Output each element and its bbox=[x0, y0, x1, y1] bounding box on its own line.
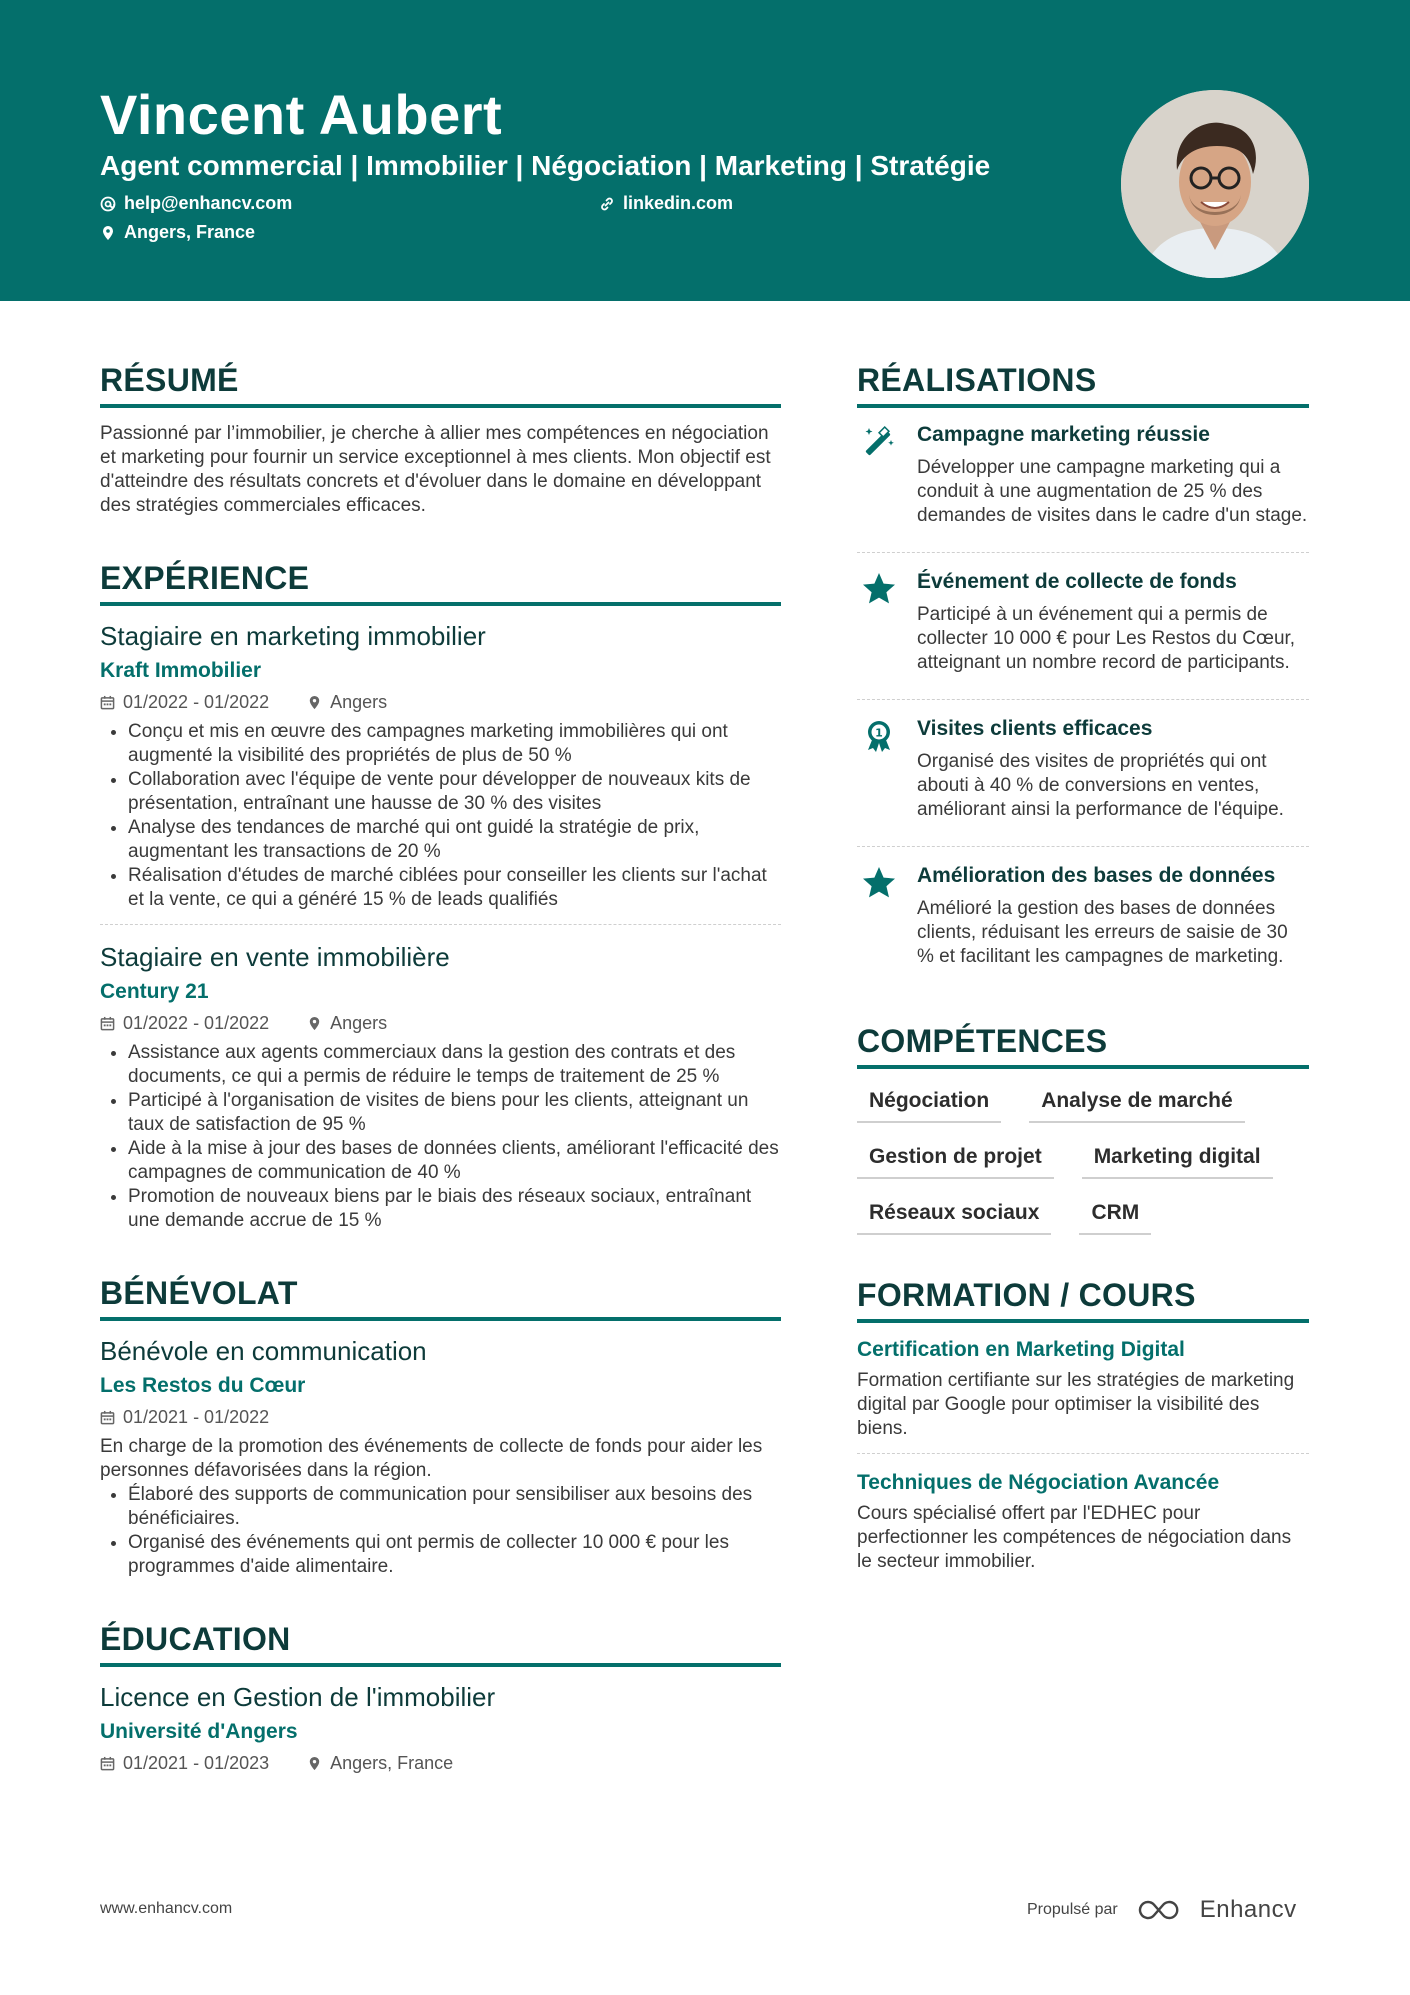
location-pin-icon bbox=[307, 1756, 322, 1771]
achievement-item bbox=[857, 569, 1309, 687]
volunteer-description: En charge de la promotion des événements de collecte de fonds pour aider les personnes défavorisées dans la région. bbox=[100, 1436, 763, 1481]
contact-email[interactable] bbox=[100, 193, 292, 214]
enhancv-logo-icon bbox=[1136, 1898, 1182, 1922]
avatar bbox=[1121, 90, 1309, 278]
star-icon bbox=[861, 865, 897, 901]
volunteer-org: Les Restos du Cœur bbox=[100, 1374, 306, 1397]
divider bbox=[100, 924, 781, 925]
skill-tag: Marketing digital bbox=[1082, 1139, 1273, 1179]
divider bbox=[857, 552, 1309, 553]
location-pin-icon bbox=[100, 225, 116, 241]
profile-photo bbox=[1121, 90, 1309, 278]
company-name: Kraft Immobilier bbox=[100, 659, 262, 682]
job-title: Stagiaire en vente immobilière bbox=[100, 942, 450, 972]
award-ribbon-icon bbox=[861, 718, 897, 754]
achievement-title: Campagne marketing réussie bbox=[917, 423, 1210, 446]
achievement-item bbox=[857, 716, 1309, 834]
bullet-item: • Organisé des événements qui ont permis de collecter 10 000 € pour les programmes d'aide alimentaire. bbox=[128, 1531, 781, 1579]
candidate-title: Agent commercial | Immobilier | Négociation | Marketing | Stratégie bbox=[100, 150, 991, 181]
powered-by-label: Propulsé par bbox=[1027, 1901, 1118, 1918]
experience-heading: EXPÉRIENCE bbox=[100, 558, 781, 606]
location-text: Angers, France bbox=[124, 222, 256, 242]
achievement-text: Amélioré la gestion des bases de données clients, réduisant les erreurs de saisie de 30 % et facilitant les campagnes de marketing. bbox=[917, 898, 1288, 967]
footer-branding[interactable] bbox=[1027, 1896, 1297, 1924]
course-title: Certification en Marketing Digital bbox=[857, 1338, 1185, 1361]
volunteer-section bbox=[100, 1273, 781, 1579]
bullet-item: • Promotion de nouveaux biens par le biais des réseaux sociaux, entraînant une demande accrue de 15 % bbox=[128, 1185, 781, 1233]
volunteer-role: Bénévole en communication bbox=[100, 1336, 427, 1366]
job-bullets bbox=[100, 1041, 781, 1233]
achievement-text: Organisé des visites de propriétés qui ont abouti à 40 % de conversions en ventes, améliorant ainsi la performance de l'équipe. bbox=[917, 751, 1284, 820]
contact-linkedin[interactable] bbox=[599, 193, 733, 214]
courses-section bbox=[857, 1275, 1309, 1574]
calendar-icon bbox=[100, 1016, 115, 1031]
job-meta bbox=[100, 690, 781, 714]
divider bbox=[857, 699, 1309, 700]
skill-tag: CRM bbox=[1079, 1195, 1151, 1235]
education-dates: 01/2021 - 01/2023 bbox=[123, 1753, 270, 1773]
contact-location bbox=[100, 222, 255, 243]
candidate-name: Vincent Aubert bbox=[100, 83, 503, 146]
education-meta bbox=[100, 1751, 781, 1775]
calendar-icon bbox=[100, 695, 115, 710]
link-icon bbox=[599, 196, 615, 212]
achievement-title: Amélioration des bases de données bbox=[917, 864, 1276, 887]
right-column bbox=[857, 360, 1309, 1614]
achievement-item bbox=[857, 422, 1309, 540]
resume-header bbox=[0, 0, 1410, 301]
summary-heading: RÉSUMÉ bbox=[100, 360, 781, 408]
skill-tag: Négociation bbox=[857, 1083, 1001, 1123]
skill-tag: Analyse de marché bbox=[1029, 1083, 1244, 1123]
course-text: Cours spécialisé offert par l'EDHEC pour perfectionner les compétences de négociation dans le secteur immobilier. bbox=[857, 1503, 1292, 1572]
calendar-icon bbox=[100, 1410, 115, 1425]
volunteer-heading: BÉNÉVOLAT bbox=[100, 1273, 781, 1321]
summary-section bbox=[100, 360, 781, 518]
experience-section bbox=[100, 558, 781, 1233]
divider bbox=[857, 1453, 1309, 1454]
job-meta bbox=[100, 1011, 781, 1035]
education-section bbox=[100, 1619, 781, 1775]
calendar-icon bbox=[100, 1756, 115, 1771]
bullet-item: • Analyse des tendances de marché qui ont guidé la stratégie de prix, augmentant les transactions de 20 % bbox=[128, 816, 781, 864]
linkedin-text: linkedin.com bbox=[623, 193, 734, 213]
bullet-item: • Réalisation d'études de marché ciblées pour conseiller les clients sur l'achat et la vente, ce qui a généré 15 % de leads qualifiés bbox=[128, 864, 781, 912]
achievement-text: Participé à un événement qui a permis de collecter 10 000 € pour Les Restos du Cœur, atteignant un nombre record de participants. bbox=[917, 604, 1296, 673]
svg-text:1: 1 bbox=[875, 726, 883, 740]
skill-tag: Gestion de projet bbox=[857, 1139, 1054, 1179]
summary-text: Passionné par l’immobilier, je cherche à allier mes compétences en négociation et marketing pour fournir un service exceptionnel à mes clients. Mon objectif est d'atteindre des résultats concrets et d'évoluer dans le domaine en développant des stratégies commerciales efficaces. bbox=[100, 423, 771, 516]
achievement-item bbox=[857, 863, 1309, 981]
experience-entry bbox=[100, 941, 781, 1233]
volunteer-dates: 01/2021 - 01/2022 bbox=[123, 1407, 270, 1427]
job-dates: 01/2022 - 01/2022 bbox=[123, 1013, 270, 1033]
education-heading: ÉDUCATION bbox=[100, 1619, 781, 1667]
school-name: Université d'Angers bbox=[100, 1720, 298, 1743]
skills-list bbox=[857, 1083, 1309, 1235]
email-text: help@enhancv.com bbox=[124, 193, 293, 213]
course-item bbox=[857, 1470, 1309, 1574]
at-icon bbox=[100, 196, 116, 212]
location-pin-icon bbox=[307, 1016, 322, 1031]
achievement-title: Événement de collecte de fonds bbox=[917, 570, 1237, 593]
experience-entry bbox=[100, 620, 781, 912]
bullet-item: • Participé à l'organisation de visites de biens pour les clients, atteignant un taux de satisfaction de 95 % bbox=[128, 1089, 781, 1137]
achievements-section bbox=[857, 360, 1309, 981]
company-name: Century 21 bbox=[100, 980, 209, 1003]
course-item bbox=[857, 1337, 1309, 1441]
job-bullets bbox=[100, 720, 781, 912]
achievements-heading: RÉALISATIONS bbox=[857, 360, 1309, 408]
bullet-item: • Conçu et mis en œuvre des campagnes marketing immobilières qui ont augmenté la visibilité des propriétés de plus de 50 % bbox=[128, 720, 781, 768]
volunteer-bullets bbox=[100, 1483, 781, 1579]
job-dates: 01/2022 - 01/2022 bbox=[123, 692, 270, 712]
course-title: Techniques de Négociation Avancée bbox=[857, 1471, 1220, 1494]
brand-name: Enhancv bbox=[1199, 1896, 1297, 1923]
skills-section bbox=[857, 1021, 1309, 1235]
skill-tag: Réseaux sociaux bbox=[857, 1195, 1051, 1235]
volunteer-meta bbox=[100, 1405, 781, 1429]
divider bbox=[857, 846, 1309, 847]
achievement-title: Visites clients efficaces bbox=[917, 717, 1153, 740]
bullet-item: • Collaboration avec l'équipe de vente pour développer de nouveaux kits de présentation, entraînant une hausse de 30 % des visites bbox=[128, 768, 781, 816]
course-text: Formation certifiante sur les stratégies de marketing digital par Google pour optimiser la visibilité des biens. bbox=[857, 1370, 1295, 1439]
location-pin-icon bbox=[307, 695, 322, 710]
job-location: Angers bbox=[330, 1013, 388, 1033]
courses-heading: FORMATION / COURS bbox=[857, 1275, 1309, 1323]
achievement-text: Développer une campagne marketing qui a conduit à une augmentation de 25 % des demandes de visites dans le cadre d'un stage. bbox=[917, 457, 1308, 526]
skills-heading: COMPÉTENCES bbox=[857, 1021, 1309, 1069]
left-column bbox=[100, 360, 781, 1815]
degree-title: Licence en Gestion de l'immobilier bbox=[100, 1682, 496, 1712]
bullet-item: • Élaboré des supports de communication pour sensibiliser aux besoins des bénéficiaires. bbox=[128, 1483, 781, 1531]
job-location: Angers bbox=[330, 692, 388, 712]
magic-wand-icon bbox=[861, 424, 897, 460]
footer-website[interactable]: www.enhancv.com bbox=[100, 1900, 233, 1917]
star-icon bbox=[861, 571, 897, 607]
bullet-item: • Aide à la mise à jour des bases de données clients, améliorant l'efficacité des campagnes de communication de 40 % bbox=[128, 1137, 781, 1185]
education-location: Angers, France bbox=[330, 1753, 454, 1773]
bullet-item: • Assistance aux agents commerciaux dans la gestion des contrats et des documents, ce qui a permis de réduire le temps de traitement de 25 % bbox=[128, 1041, 781, 1089]
job-title: Stagiaire en marketing immobilier bbox=[100, 621, 486, 651]
